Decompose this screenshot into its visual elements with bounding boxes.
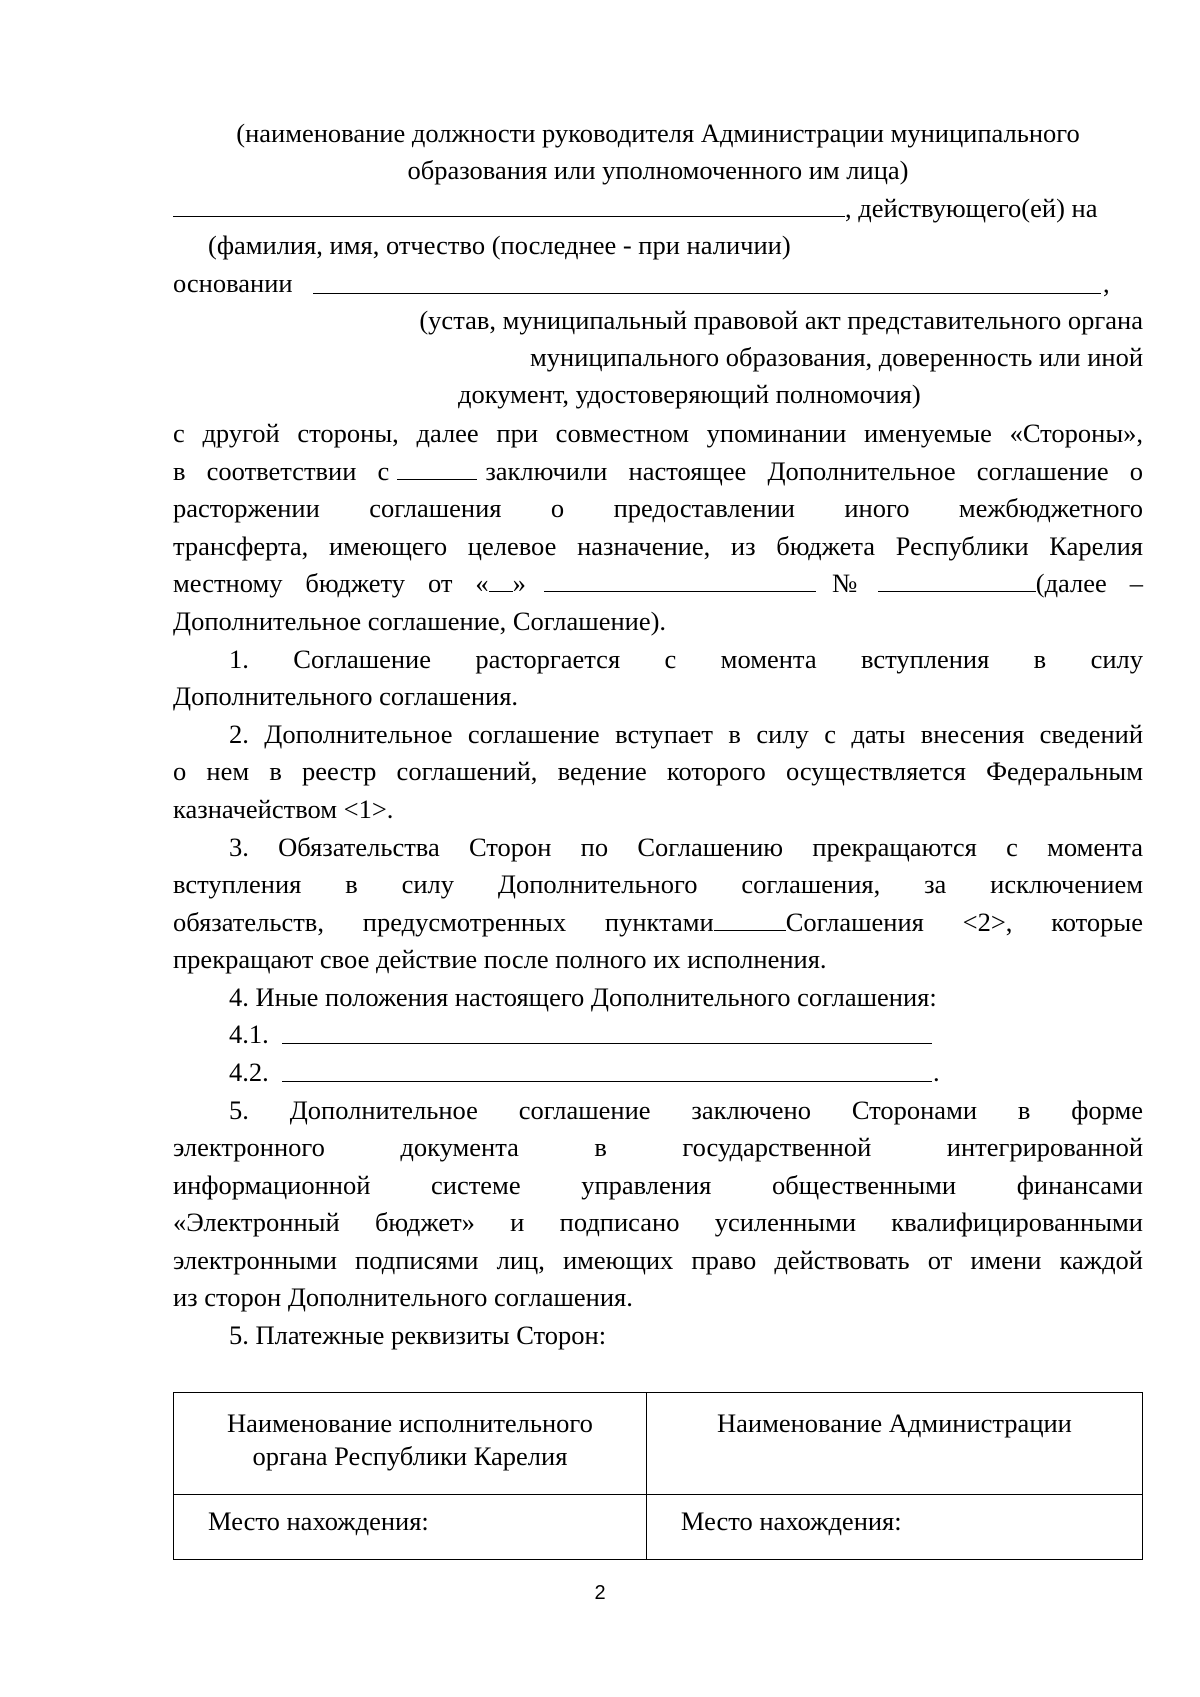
- table-cell-administration: [646, 1393, 1142, 1495]
- table-header-right: Наименование Администрации: [716, 1408, 1072, 1438]
- header-caption-fio: (фамилия, имя, отчество (последнее - при наличии): [208, 230, 791, 260]
- item-5-line-6: из сторон Дополнительного соглашения.: [173, 1282, 633, 1312]
- item-1-line-1: 1. Соглашение расторгается с момента вступления в силу: [229, 644, 1143, 674]
- item-4-1-blank-line: [282, 1043, 932, 1044]
- header-basis-comma: ,: [1103, 268, 1110, 298]
- item-4-1-label: 4.1.: [229, 1019, 269, 1049]
- item-4-2-period: .: [933, 1057, 940, 1087]
- para-line-6: Дополнительное соглашение, Соглашение).: [173, 606, 667, 636]
- item-3-line-3: обязательств, предусмотренных пунктами Соглашения <2>, которые: [173, 907, 1143, 937]
- header-basis-label: основании: [173, 268, 293, 298]
- item-2-line-2: о нем в реестр соглашений, ведение которого осуществляется Федеральным: [173, 756, 1143, 786]
- item-3-line-1: 3. Обязательства Сторон по Соглашению прекращаются с момента: [229, 832, 1143, 862]
- item-2-line-3: казначейством <1>.: [173, 794, 394, 824]
- para-date-number-line: местному бюджету от « » № (далее –: [173, 568, 1143, 598]
- item-4-heading: 4. Иные положения настоящего Дополнительного соглашения:: [229, 982, 937, 1012]
- header-caption-basis-3: документ, удостоверяющий полномочия): [458, 379, 921, 409]
- payment-details-heading: 5. Платежные реквизиты Сторон:: [229, 1320, 607, 1350]
- table-cell-location-right: Место нахождения:: [646, 1495, 1142, 1560]
- item-5-line-2: электронного документа в государственной интегрированной: [173, 1132, 1143, 1162]
- table-cell-location-left: Место нахождения:: [174, 1495, 647, 1560]
- table-cell-executive-body: [174, 1393, 647, 1495]
- table-header-left-line-2: органа Республики Карелия: [252, 1441, 568, 1471]
- item-5-line-3: информационной системе управления общественными финансами: [173, 1170, 1143, 1200]
- header-caption-position-1: (наименование должности руководителя Администрации муниципального: [236, 118, 1080, 148]
- para-parties: с другой стороны, далее при совместном упоминании именуемые «Стороны»,: [173, 418, 1143, 448]
- header-acting-text: , действующего(ей) на: [845, 193, 1098, 223]
- item-1-line-2: Дополнительного соглашения.: [173, 681, 519, 711]
- item-5-line-5: электронными подписями лиц, имеющих право действовать от имени каждой: [173, 1245, 1143, 1275]
- item-3-line-2: вступления в силу Дополнительного соглашения, за исключением: [173, 869, 1143, 899]
- table-row: [174, 1393, 1143, 1495]
- para-line-4: трансферта, имеющего целевое назначение, из бюджета Республики Карелия: [173, 531, 1143, 561]
- item-2-line-1: 2. Дополнительное соглашение вступает в силу с даты внесения сведений: [229, 719, 1143, 749]
- para-line-3: расторжении соглашения о предоставлении иного межбюджетного: [173, 493, 1143, 523]
- item-4-2-label: 4.2.: [229, 1057, 269, 1087]
- table-row: [174, 1495, 1143, 1560]
- item-4-2-blank-line: [282, 1081, 932, 1082]
- header-caption-basis-2: муниципального образования, доверенность или иной: [530, 342, 1143, 372]
- payment-details-table: [173, 1392, 1143, 1560]
- para-basis-line: в соответствии с заключили настоящее Дополнительное соглашение о: [173, 456, 1144, 486]
- page-number: 2: [594, 1582, 606, 1604]
- header-caption-basis-1: (устав, муниципальный правовой акт представительного органа: [419, 305, 1143, 335]
- name-blank-line: [173, 216, 845, 217]
- basis-blank-line: [313, 293, 1101, 294]
- item-5-line-4: «Электронный бюджет» и подписано усиленными квалифицированными: [173, 1207, 1143, 1237]
- table-header-left-line-1: Наименование исполнительного: [226, 1408, 593, 1438]
- item-5-line-1: 5. Дополнительное соглашение заключено Сторонами в форме: [229, 1095, 1143, 1125]
- item-3-line-4: прекращают свое действие после полного их исполнения.: [173, 944, 827, 974]
- header-caption-position-2: образования или уполномоченного им лица): [407, 155, 909, 185]
